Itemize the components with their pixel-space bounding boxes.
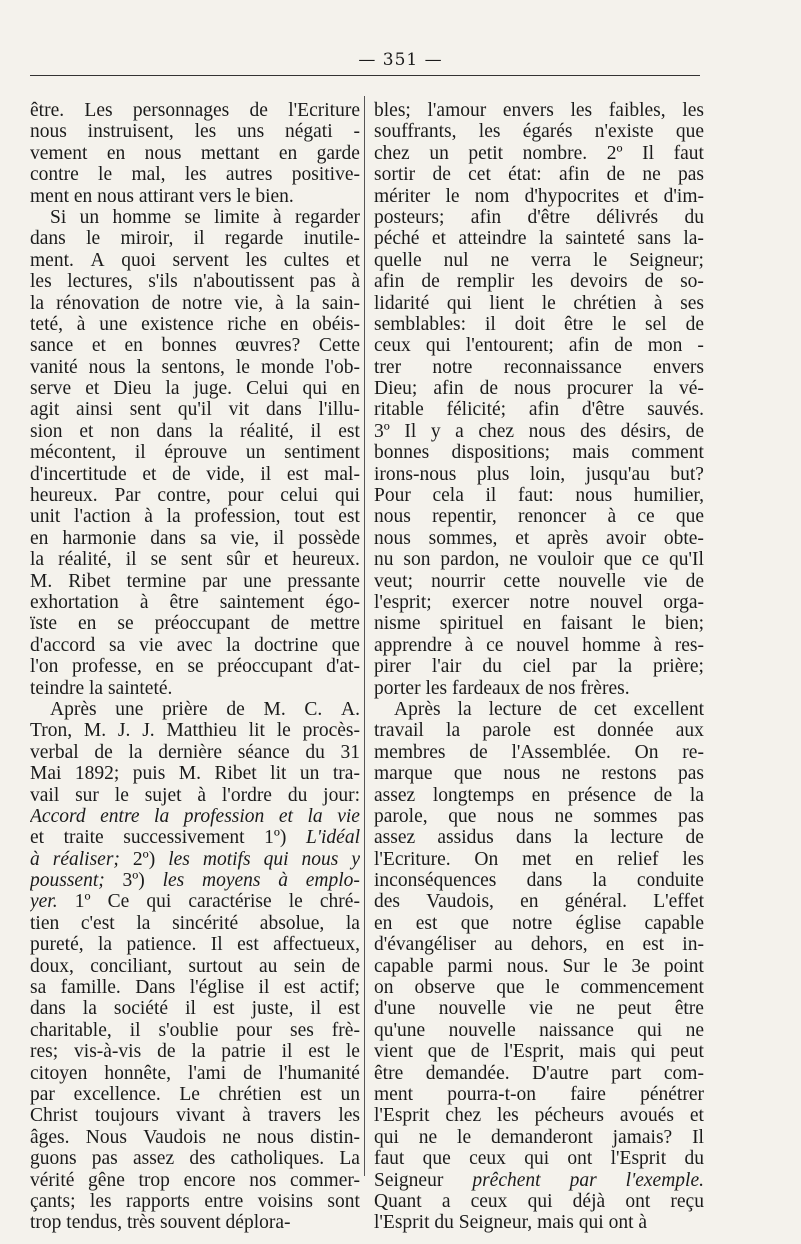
text-line: être demandée. D'autre part com-: [374, 1062, 704, 1084]
text-line: teindre la sainteté.: [30, 677, 173, 699]
text-line: travail la parole est donnée aux: [374, 720, 704, 742]
text-line: Après la lecture de cet excellent: [394, 698, 704, 720]
text-line: nous repentir, renoncer à ce que: [374, 506, 704, 528]
text-line: exhortation à être saintement égo-: [30, 591, 360, 613]
text-line: nous sommes, et après avoir obte-: [374, 527, 704, 549]
text-line: Christ toujours vivant à travers les: [30, 1105, 360, 1127]
right-column: [374, 100, 704, 1234]
text-line: inconséquences dans la conduite: [374, 870, 704, 892]
text-line: çants; les rapports entre voisins sont: [30, 1190, 360, 1212]
text-line: trop tendus, très souvent déplora-: [30, 1212, 291, 1234]
text-line: irons-nous plus loin, jusqu'au but?: [374, 463, 704, 485]
text-line: vérité gêne trop encore nos commer-: [30, 1169, 360, 1191]
text-line: nisme spirituel en faisant le bien;: [374, 613, 704, 635]
text-line: on observe que le commencement: [374, 977, 704, 999]
text-line: l'Ecriture. On met en relief les: [374, 848, 704, 870]
text-line: qu'une nouvelle naissance qui ne: [374, 1019, 704, 1041]
text-line: ceux qui l'entourent; afin de mon -: [374, 335, 704, 357]
text-line: yer. 1º Ce qui caractérise le chré-: [30, 891, 360, 913]
text-line: mériter le nom d'hypocrites et d'im-: [374, 185, 704, 207]
text-line: guons pas assez des catholiques. La: [30, 1148, 360, 1170]
text-line: l'Esprit chez les pécheurs avoués et: [374, 1105, 704, 1127]
text-line: assez longtemps en présence de la: [374, 784, 704, 806]
text-line: ment en nous attirant vers le bien.: [30, 185, 294, 207]
text-line: sa famille. Dans l'église il est actif;: [30, 977, 360, 999]
text-line: âges. Nous Vaudois ne nous distin-: [30, 1126, 360, 1148]
text-line: en est que notre église capable: [374, 912, 704, 934]
text-line: péché et atteindre la sainteté sans la-: [374, 228, 704, 250]
text-line: par excellence. Le chrétien est un: [30, 1083, 360, 1105]
text-line: souffrants, les égarés n'existe que: [374, 121, 704, 143]
text-line: veut; nourrir cette nouvelle vie de: [374, 570, 704, 592]
text-line: ment. A quoi servent les cultes et: [30, 249, 360, 271]
text-line: Pour cela il faut: nous humilier,: [374, 485, 704, 507]
text-line: posteurs; afin d'être délivrés du: [374, 206, 704, 228]
text-line: marque que nous ne restons pas: [374, 763, 704, 785]
text-line: M. Ribet termine par une pressante: [30, 570, 360, 592]
text-line: serve et Dieu la juge. Celui qui en: [30, 378, 360, 400]
text-line: d'incertitude et de vide, il est mal-: [30, 463, 360, 485]
text-line: sance et en bonnes œuvres? Cette: [30, 335, 360, 357]
text-line: à réaliser; 2º) les motifs qui nous y: [30, 848, 360, 870]
text-line: vement en nous mettant en garde: [30, 142, 360, 164]
text-line: la rénovation de notre vie, à la sain-: [30, 292, 360, 314]
text-line: pureté, la patience. Il est affectueux,: [30, 934, 360, 956]
text-line: parole, que nous ne sommes pas: [374, 805, 704, 827]
text-line: qui ne le demanderont jamais? Il: [374, 1126, 704, 1148]
text-line: bles; l'amour envers les faibles, les: [374, 100, 704, 121]
text-line: Quant a ceux qui déjà ont reçu: [374, 1190, 704, 1212]
text-line: pirer l'air du ciel par la prière;: [374, 656, 704, 678]
text-line: poussent; 3º) les moyens à emplo-: [30, 870, 360, 892]
text-line: quelle nul ne verra le Seigneur;: [374, 249, 704, 271]
text-line: Tron, M. J. J. Matthieu lit le procès-: [30, 720, 360, 742]
text-line: nous instruisent, les uns négati -: [30, 121, 360, 143]
text-line: citoyen honnête, l'ami de l'humanité: [30, 1062, 360, 1084]
text-line: chez un petit nombre. 2º Il faut: [374, 142, 704, 164]
text-line: sortir de cet état: afin de ne pas: [374, 164, 704, 186]
text-line: ïste en se préoccupant de mettre: [30, 613, 360, 635]
text-line: Après une prière de M. C. A.: [50, 698, 360, 720]
text-line: dans le miroir, il regarde inutile-: [30, 228, 360, 250]
text-line: sion et non dans la réalité, il est: [30, 420, 360, 442]
text-line: 3º Il y a chez nous des désirs, de: [374, 420, 704, 442]
text-line: Accord entre la profession et la vie: [30, 805, 360, 827]
text-line: et traite successivement 1º) L'idéal: [30, 827, 360, 849]
text-line: trer notre reconnaissance envers: [374, 356, 704, 378]
text-line: tien c'est la sincérité absolue, la: [30, 912, 360, 934]
text-line: semblables: il doit être le sel de: [374, 313, 704, 335]
text-line: faut que ceux qui ont l'Esprit du: [374, 1148, 704, 1170]
column-divider: [364, 96, 365, 1176]
text-line: Dieu; afin de nous procurer la vé-: [374, 378, 704, 400]
text-line: porter les fardeaux de nos frères.: [374, 677, 630, 699]
text-line: nu son pardon, ne vouloir que ce qu'Il: [374, 549, 704, 571]
text-line: teté, à une existence riche en obéis-: [30, 313, 360, 335]
text-line: dans la société il est juste, il est: [30, 998, 360, 1020]
text-line: heureux. Par contre, pour celui qui: [30, 485, 360, 507]
text-line: d'évangéliser au dehors, en est in-: [374, 934, 704, 956]
text-line: l'on professe, en se préoccupant d'at-: [30, 656, 360, 678]
text-line: charitable, il s'oublie pour ses frè-: [30, 1019, 360, 1041]
text-line: unit l'action à la profession, tout est: [30, 506, 360, 528]
text-line: apprendre à ce nouvel homme à res-: [374, 634, 704, 656]
text-line: res; vis-à-vis de la patrie il est le: [30, 1041, 360, 1063]
text-line: vail sur le sujet à l'ordre du jour:: [30, 784, 360, 806]
text-line: être. Les personnages de l'Ecriture: [30, 100, 360, 121]
text-line: les lectures, s'ils n'aboutissent pas à: [30, 271, 360, 293]
text-line: d'accord sa vie avec la doctrine que: [30, 634, 360, 656]
text-line: afin de remplir les devoirs de so-: [374, 271, 704, 293]
text-line: doux, conciliant, surtout au sein de: [30, 955, 360, 977]
text-line: vient que de l'Esprit, mais qui peut: [374, 1041, 704, 1063]
text-line: Mai 1892; puis M. Ribet lit un tra-: [30, 763, 360, 785]
text-line: membres de l'Assemblée. On re-: [374, 741, 704, 763]
text-line: Si un homme se limite à regarder: [50, 206, 360, 228]
text-line: en harmonie dans sa vie, il possède: [30, 527, 360, 549]
text-line: lidarité qui lient le chrétien à ses: [374, 292, 704, 314]
left-column: [30, 100, 360, 1234]
header-rule: [30, 75, 700, 76]
text-line: l'Esprit du Seigneur, mais qui ont à: [374, 1212, 648, 1234]
text-line: ritable félicité; afin d'être sauvés.: [374, 399, 704, 421]
text-line: bonnes dispositions; mais comment: [374, 442, 704, 464]
text-line: ment pourra-t-on faire pénétrer: [374, 1083, 704, 1105]
text-line: contre le mal, les autres positive-: [30, 164, 360, 186]
text-line: l'esprit; exercer notre nouvel orga-: [374, 591, 704, 613]
text-line: mécontent, il éprouve un sentiment: [30, 442, 360, 464]
text-line: vanité nous la sentons, le monde l'ob-: [30, 356, 360, 378]
text-line: d'une nouvelle vie ne peut être: [374, 998, 704, 1020]
text-line: verbal de la dernière séance du 31: [30, 741, 360, 763]
text-line: la réalité, il se sent sûr et heureux.: [30, 549, 360, 571]
text-line: capable parmi nous. Sur le 3e point: [374, 955, 704, 977]
text-line: agit ainsi sent qu'il vit dans l'illu-: [30, 399, 360, 421]
page-number: — 351 —: [358, 50, 443, 70]
text-line: assez assidus dans la lecture de: [374, 827, 704, 849]
text-line: des Vaudois, en général. L'effet: [374, 891, 704, 913]
text-line: Seigneur prêchent par l'exemple.: [374, 1169, 704, 1191]
